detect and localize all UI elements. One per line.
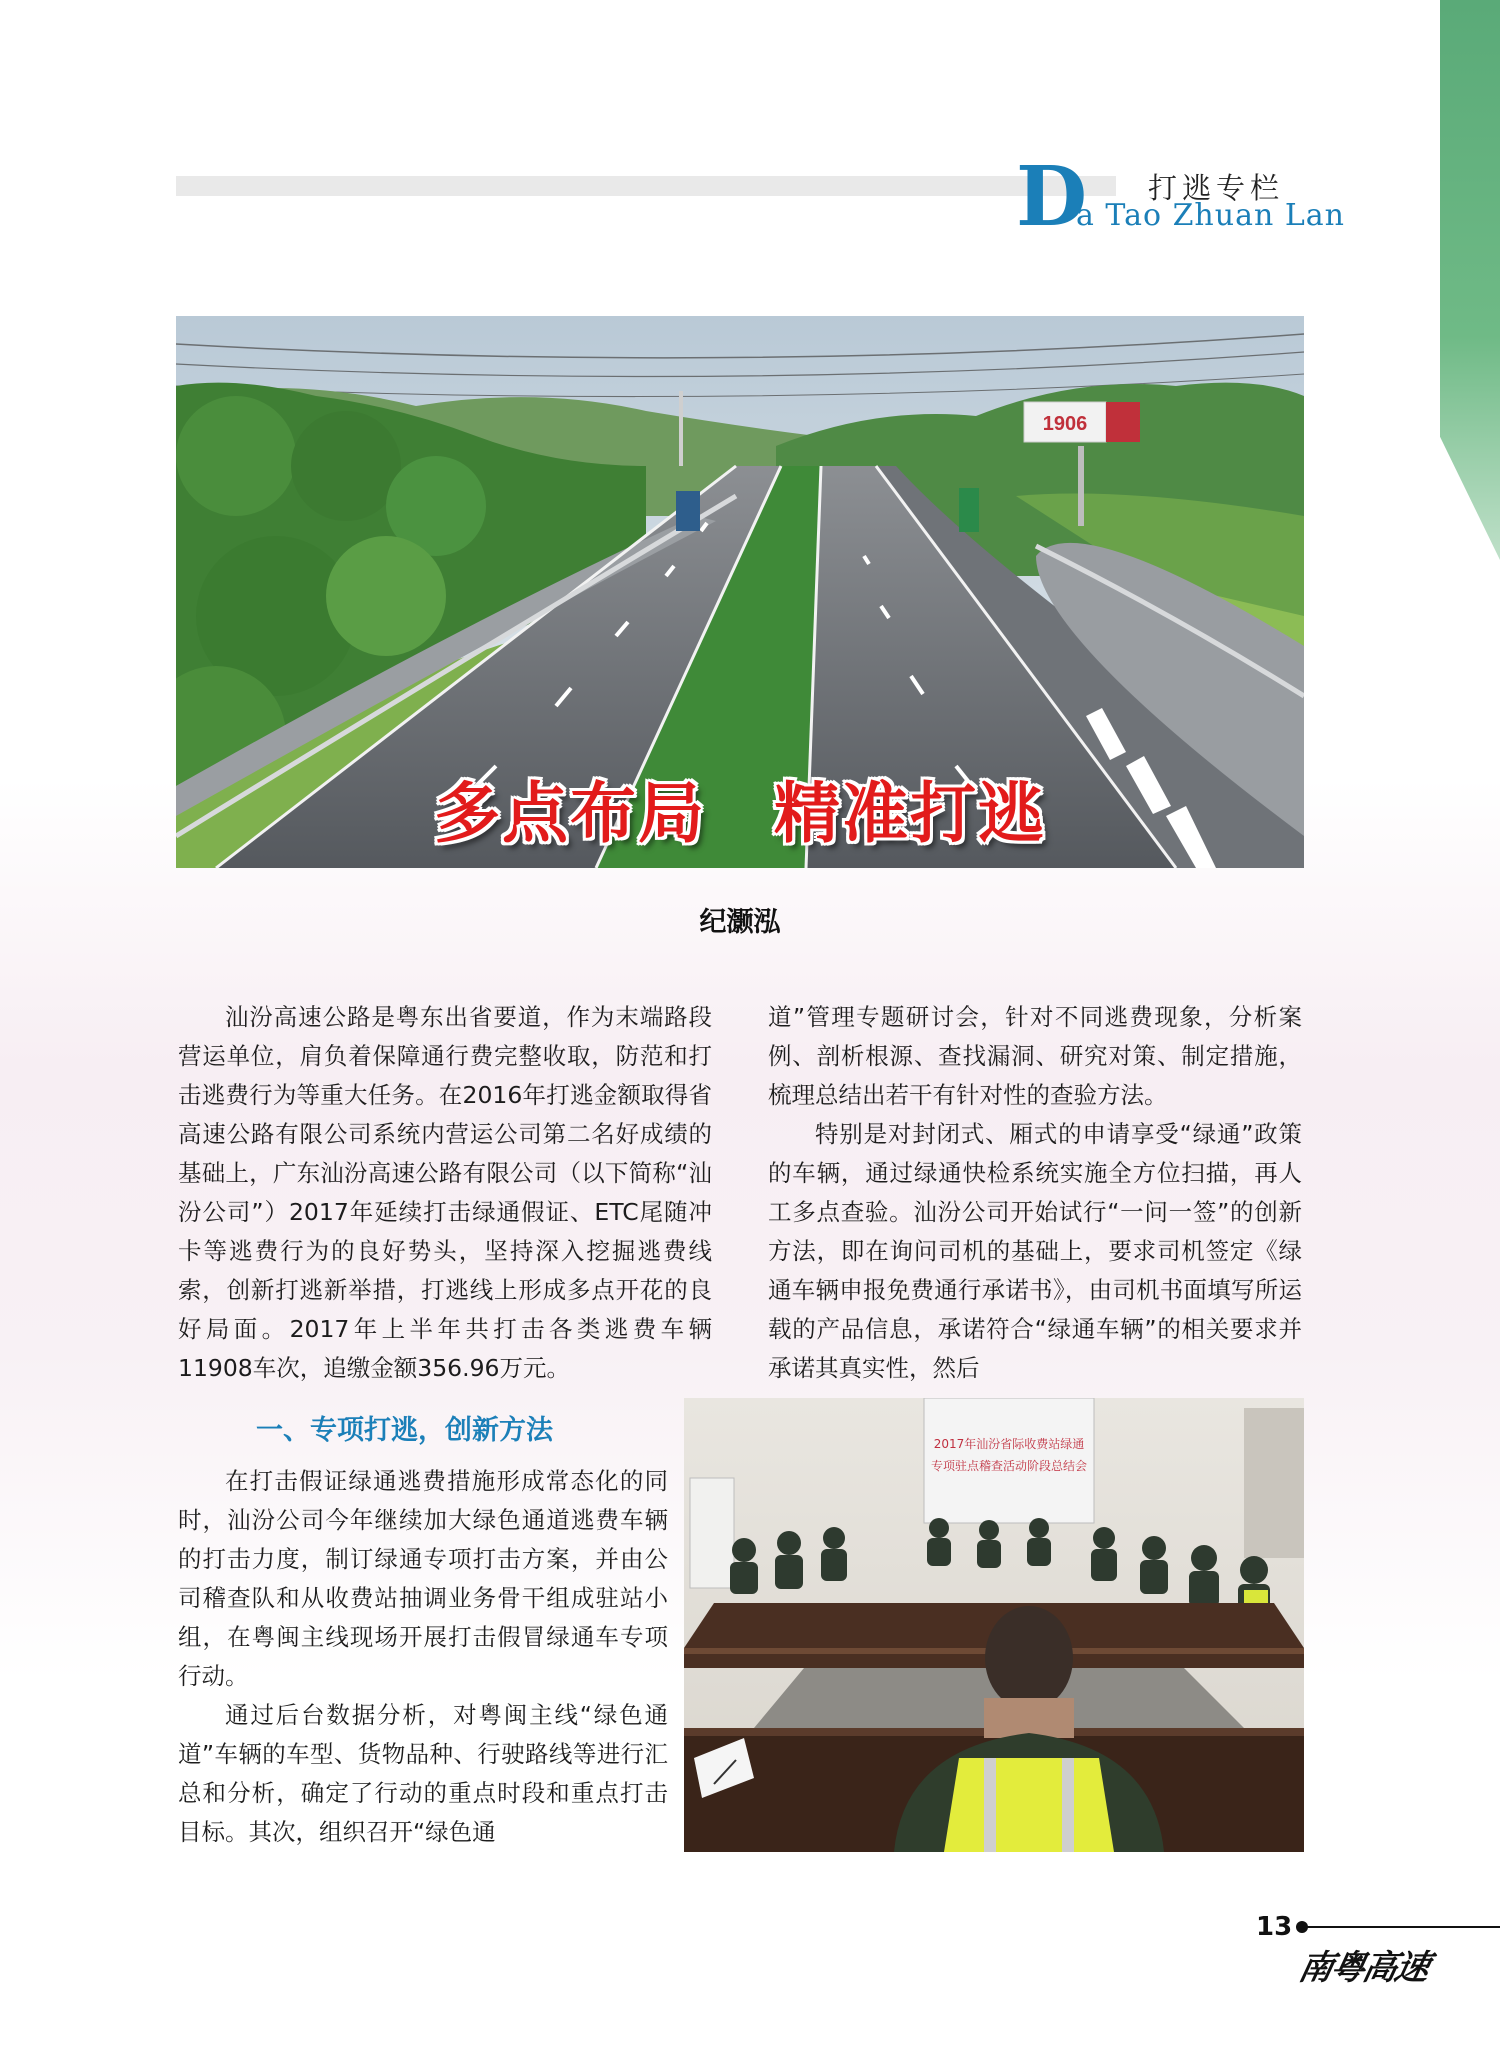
col2-paragraph-2: 特别是对封闭式、厢式的申请享受“绿通”政策的车辆，通过绿通快检系统实施全方位扫描，再人工多点查验。汕汾公司开始试行“一问一签”的创新方法，即在询问司机的基础上，要求司机签定《绿通车辆申报免费通行承诺书》，由司机书面填写所运载的产品信息，承诺符合“绿通车辆”的相关要求并承诺其真实性，然后: [768, 1120, 1302, 1382]
banner-line-1: 2017年汕汾省际收费站绿通: [933, 1437, 1085, 1451]
column-title-cn: 打逃专栏: [1148, 171, 1285, 205]
section1-paragraph-2: 通过后台数据分析，对粤闽主线“绿色通道”车辆的车型、货物品种、行驶路线等进行汇总和分析，确定了行动的重点时段和重点打击目标。其次，组织召开“绿色通: [178, 1701, 668, 1846]
column-title-en: a Tao Zhuan Lan: [1076, 198, 1345, 233]
author: 纪灏泓: [699, 907, 781, 938]
hero-title: 多点布局 精准打逃: [434, 775, 1046, 852]
corner-decoration: [1440, 0, 1500, 560]
meeting-illustration: [684, 1398, 1304, 1852]
billboard-number: 1906: [1042, 413, 1088, 435]
magazine-logo: 南粤高速: [1295, 1948, 1432, 1988]
col2-paragraph-1: 道”管理专题研讨会，针对不同逃费现象，分析案例、剖析根源、查找漏洞、研究对策、制定措施，梳理总结出若干有针对性的查验方法。: [768, 1003, 1302, 1109]
header-bar: [176, 176, 1116, 196]
banner-line-2: 专项驻点稽查活动阶段总结会: [930, 1459, 1088, 1473]
section1-paragraph-1: 在打击假证绿通逃费措施形成常态化的同时，汕汾公司今年继续加大绿色通道逃费车辆的打击力度，制订绿通专项打击方案，并由公司稽查队和从收费站抽调业务骨干组成驻站小组，在粤闽主线现场开展打击假冒绿通车专项行动。: [178, 1467, 668, 1690]
meeting-photo: [684, 1398, 1304, 1852]
hero-photo: [176, 316, 1304, 868]
column-initial: D: [1016, 149, 1088, 245]
footer-rule: [1306, 1926, 1500, 1928]
intro-paragraph: 汕汾高速公路是粤东出省要道，作为末端路段营运单位，肩负着保障通行费完整收取，防范和打击逃费行为等重大任务。在2016年打逃金额取得省高速公路有限公司系统内营运公司第二名好成绩的基础上，广东汕汾高速公路有限公司（以下简称“汕汾公司”）2017年延续打击绿通假证、ETC尾随冲卡等逃费行为的良好势头，坚持深入挖掘逃费线索，创新打逃新举措，打逃线上形成多点开花的良好局面。2017年上半年共打击各类逃费车辆11908车次，追缴金额356.96万元。: [178, 1003, 712, 1382]
page-number: 13: [1256, 1912, 1293, 1942]
section-heading: 一、专项打逃，创新方法: [256, 1415, 553, 1446]
